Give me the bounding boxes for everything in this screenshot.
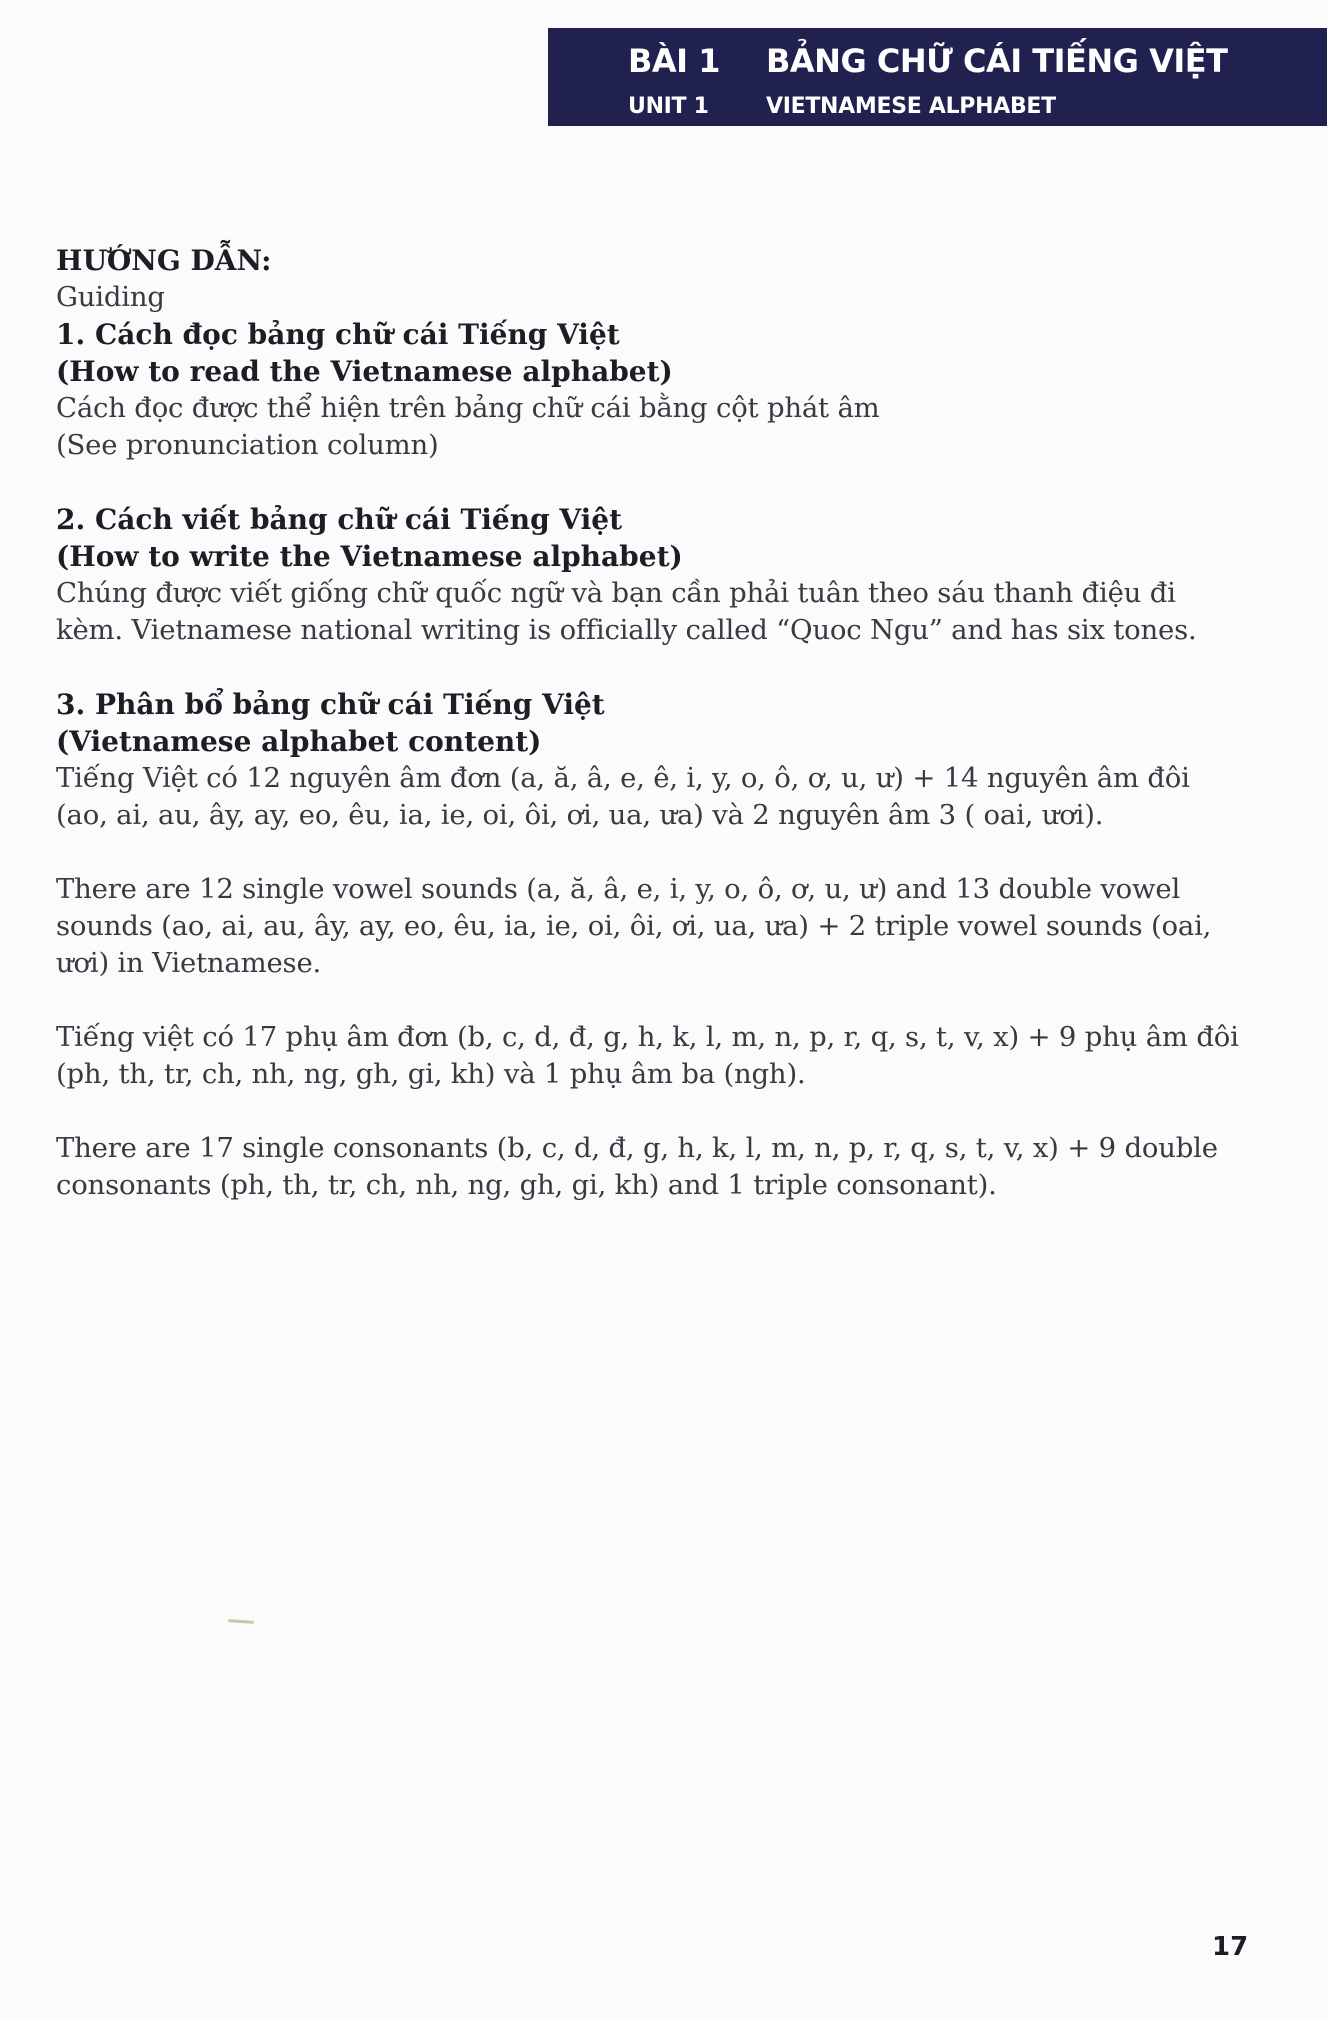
vowels-en-line: There are 12 single vowel sounds (a, ă, â, e, i, y, o, ô, ơ, u, ư) and 13 double vowel <box>56 873 1181 905</box>
vowels-vi-line: (ao, ai, au, ây, ay, eo, êu, ia, ie, oi, ôi, ơi, ua, ưa) và 2 nguyên âm 3 ( oai, ươi). <box>56 799 1104 831</box>
section-2-text-line: Chúng được viết giống chữ quốc ngữ và bạn cần phải tuân theo sáu thanh điệu đi <box>56 577 1176 609</box>
consonants-vi-line: Tiếng việt có 17 phụ âm đơn (b, c, d, đ, g, h, k, l, m, n, p, r, q, s, t, v, x) + 9 phụ âm đôi <box>56 1021 1239 1053</box>
section-3-title-vi: 3. Phân bổ bảng chữ cái Tiếng Việt <box>56 688 605 721</box>
guide-subheading: Guiding <box>56 281 165 313</box>
unit-number-vi: BÀI 1 <box>628 42 720 80</box>
chapter-title-vi: BẢNG CHỮ CÁI TIẾNG VIỆT <box>766 42 1228 80</box>
section-1-text-line: Cách đọc được thể hiện trên bảng chữ cái bằng cột phát âm <box>56 392 880 424</box>
section-1-text-line: (See pronunciation column) <box>56 429 439 461</box>
consonants-vi-line: (ph, th, tr, ch, nh, ng, gh, gi, kh) và 1 phụ âm ba (ngh). <box>56 1058 806 1090</box>
section-1-title-en: (How to read the Vietnamese alphabet) <box>56 355 673 388</box>
consonants-en-line: There are 17 single consonants (b, c, d, đ, g, h, k, l, m, n, p, r, q, s, t, v, x) + 9 double <box>56 1132 1218 1164</box>
guide-content <box>56 242 1239 1204</box>
vowels-vi-line: Tiếng Việt có 12 nguyên âm đơn (a, ă, â, e, ê, i, y, o, ô, ơ, u, ư) + 14 nguyên âm đôi <box>56 762 1190 794</box>
guide-heading: HƯỚNG DẪN: <box>56 244 272 277</box>
vowels-en-line: ươi) in Vietnamese. <box>56 947 322 979</box>
section-3-title-en: (Vietnamese alphabet content) <box>56 725 542 758</box>
unit-number-en: UNIT 1 <box>628 94 709 119</box>
section-1-title-vi: 1. Cách đọc bảng chữ cái Tiếng Việt <box>56 318 620 351</box>
paper-speck <box>228 1619 254 1624</box>
chapter-header-banner <box>548 28 1327 126</box>
section-2-title-en: (How to write the Vietnamese alphabet) <box>56 540 683 573</box>
consonants-en-line: consonants (ph, th, tr, ch, nh, ng, gh, gi, kh) and 1 triple consonant). <box>56 1169 997 1201</box>
section-2-title-vi: 2. Cách viết bảng chữ cái Tiếng Việt <box>56 503 623 536</box>
section-2-text-line: kèm. Vietnamese national writing is officially called “Quoc Ngu” and has six tones. <box>56 614 1197 646</box>
vowels-en-line: sounds (ao, ai, au, ây, ay, eo, êu, ia, ie, oi, ôi, ơi, ua, ưa) + 2 triple vowel sounds (oai, <box>56 910 1212 942</box>
chapter-title-en: VIETNAMESE ALPHABET <box>766 94 1056 119</box>
page-number: 17 <box>1212 1932 1249 1962</box>
